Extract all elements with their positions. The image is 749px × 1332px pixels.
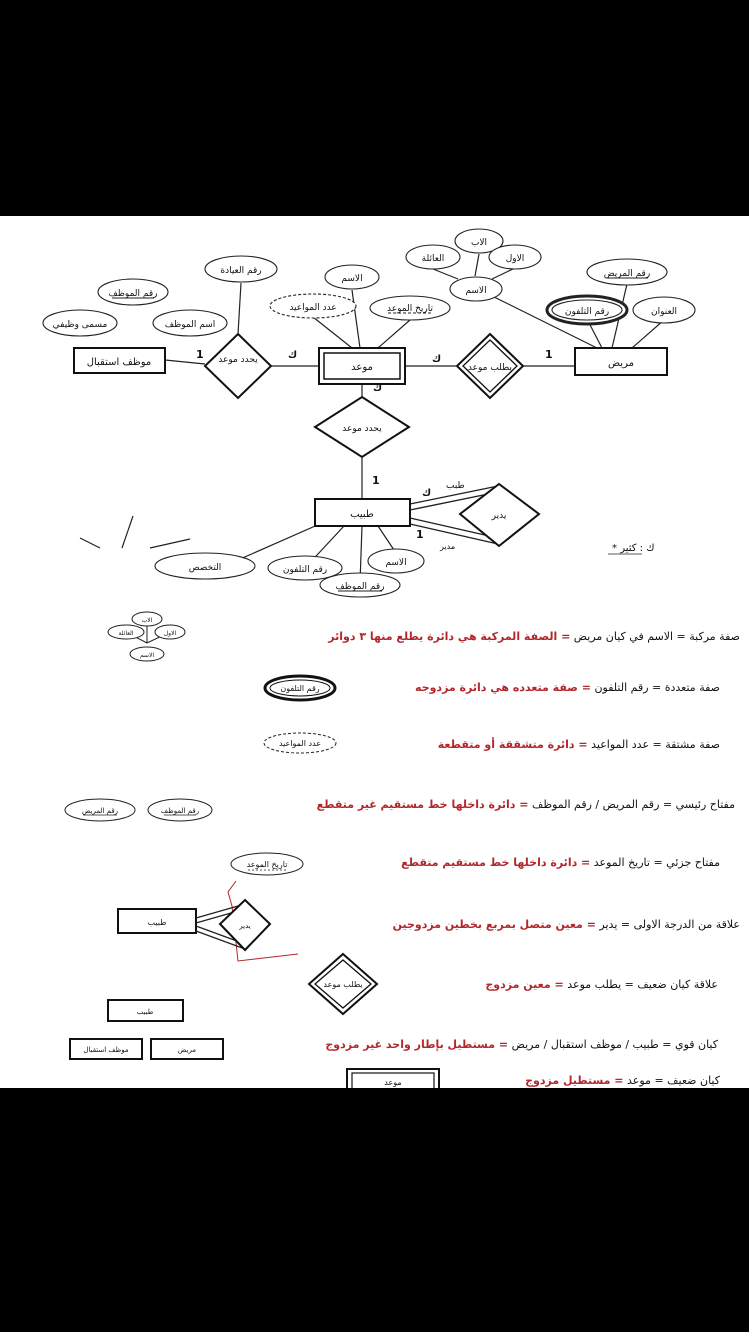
- attr-father: الاب: [470, 238, 488, 248]
- note-derived: صفة مشتقة = عدد المواعيد = دائرة متشققة أو متقطعة: [437, 738, 720, 751]
- role-doctor: طبب: [446, 481, 465, 491]
- entity-appointment-label: موعد: [351, 362, 373, 373]
- role-manager: مدير: [440, 542, 456, 551]
- card-many-c: ك: [373, 383, 383, 394]
- note-unary-relation: علاقة من الدرجة الاولى = يدير = معين متصل بمربع بخطين مزدوجين: [392, 918, 740, 931]
- attr-family: العائلة: [421, 254, 445, 264]
- attr-address: العنوان: [650, 307, 678, 317]
- example-unary: [118, 881, 298, 961]
- note-primary-key: مفتاح رئيسي = رقم المريض / رقم الموظف = دائرة داخلها خط مستقيم غير متقطع: [316, 798, 735, 811]
- relation-requests-appointment-weak: [457, 334, 523, 398]
- attr-appointment-name: الاسم: [341, 274, 363, 284]
- ex-strong-patient: مريض: [177, 1046, 197, 1054]
- attr-patient-no-key: رقم المريض: [603, 269, 651, 279]
- attr-employee-no-key: رقم الموظف: [108, 289, 158, 299]
- attr-doctor-phone: رقم التلفون: [282, 565, 328, 575]
- ex-multivalued-label: رقم التلفون: [280, 684, 320, 693]
- ex-first: الاول: [163, 630, 177, 637]
- er-diagram-canvas: [0, 216, 749, 1088]
- attr-specialty: التخصص: [188, 563, 222, 573]
- note-weak-relation: علاقة كيان ضعيف = يطلب موعد = معين مزدوج: [485, 978, 718, 991]
- note-composite: صفة مركبة = الاسم في كيان مريض = الصفة المركبة هي دائرة يطلع منها ٣ دوائر: [328, 630, 740, 643]
- entity-reception-label: موظف استقبال: [86, 357, 152, 368]
- example-multivalued: [265, 676, 335, 700]
- notes-section: [317, 630, 740, 1088]
- cardinality-labels: [196, 348, 654, 554]
- entity-doctor: [315, 499, 410, 526]
- card-one-b: 1: [545, 348, 553, 361]
- relation-manages-unary: [460, 484, 539, 546]
- ex-unary-entity-label: طبيب: [147, 918, 167, 927]
- entity-doctor-label: طبيب: [350, 509, 374, 520]
- attr-doctor-employee-no: رقم الموظف: [335, 582, 385, 592]
- attr-job-title: مسمى وظيفي: [52, 320, 108, 330]
- attr-clinic-no: رقم العيادة: [220, 266, 262, 276]
- legend-note: * ك : كثير: [612, 543, 655, 554]
- ex-father: الاب: [141, 617, 153, 624]
- card-many-a: ك: [288, 350, 298, 361]
- ex-key-patient: رقم المريض: [81, 807, 119, 815]
- entity-patient: [575, 348, 667, 375]
- card-one-d: 1: [416, 528, 424, 541]
- attr-first: الاول: [505, 254, 525, 264]
- entity-patient-label: مريض: [608, 358, 634, 369]
- example-primary-keys: [65, 799, 212, 821]
- note-weak-entity: كيان ضعيف = موعد = مستطيل مزدوج: [525, 1074, 720, 1087]
- card-one-a: 1: [196, 348, 204, 361]
- ex-name: الاسم: [139, 652, 155, 659]
- ex-strong-doctor: طبيب: [136, 1008, 154, 1016]
- ex-family: العائلة: [118, 630, 134, 637]
- example-partial-key: [231, 853, 303, 875]
- card-many-d: ك: [422, 488, 432, 499]
- relation-requests-appointment-label: يطلب موعد: [467, 363, 513, 373]
- ex-key-employee: رقم الموظف: [160, 807, 200, 815]
- entity-reception: [74, 348, 165, 373]
- ex-weak-relation-label: يطلب موعد: [323, 980, 363, 989]
- example-weak-relation: [309, 954, 377, 1014]
- example-derived: [264, 733, 336, 753]
- relation-manages-label: يدير: [491, 511, 507, 521]
- attr-appointments-count-derived: عدد المواعيد: [289, 303, 337, 313]
- entity-appointment-weak: [319, 348, 405, 384]
- card-many-b: ك: [432, 354, 442, 365]
- diagram-sheet: [0, 216, 749, 1088]
- example-strong-entities: [70, 1000, 223, 1059]
- relation-sets-appointment-1-label: يحدد موعد: [218, 355, 258, 365]
- relation-sets-appointment-2: [315, 397, 409, 457]
- attr-appointment-date-partial-key: تاريخ الموعد: [387, 304, 433, 314]
- ex-unary-relation-label: يدير: [239, 922, 251, 930]
- note-multivalued: صفة متعددة = رقم التلفون = صفة متعدده هي دائرة مزدوجه: [414, 681, 720, 694]
- card-one-c: 1: [372, 474, 380, 487]
- note-partial-key: مفتاح جزئي = تاريخ الموعد = دائرة داخلها خط مستقيم متقطع: [401, 856, 720, 869]
- relation-sets-appointment-2-label: يحدد موعد: [342, 424, 382, 434]
- relation-sets-appointment-1: [205, 334, 271, 398]
- attr-employee-name: اسم الموظف: [164, 320, 216, 330]
- ex-partial-key-label: تاريخ الموعد: [246, 860, 288, 869]
- ex-weak-entity-label: موعد: [384, 1078, 402, 1087]
- ex-strong-reception: موظف استقبال: [83, 1046, 129, 1054]
- ex-derived-label: عدد المواعيد: [278, 739, 322, 748]
- attr-phone-multivalued: رقم التلفون: [564, 307, 610, 317]
- attr-patient-name-composite: الاسم: [465, 286, 487, 296]
- note-strong-entity: كيان قوي = طبيب / موظف استقبال / مريض = مستطيل بإطار واحد غير مزدوج: [325, 1038, 718, 1051]
- attr-doctor-name: الاسم: [385, 558, 407, 568]
- example-weak-entity: [347, 1069, 439, 1088]
